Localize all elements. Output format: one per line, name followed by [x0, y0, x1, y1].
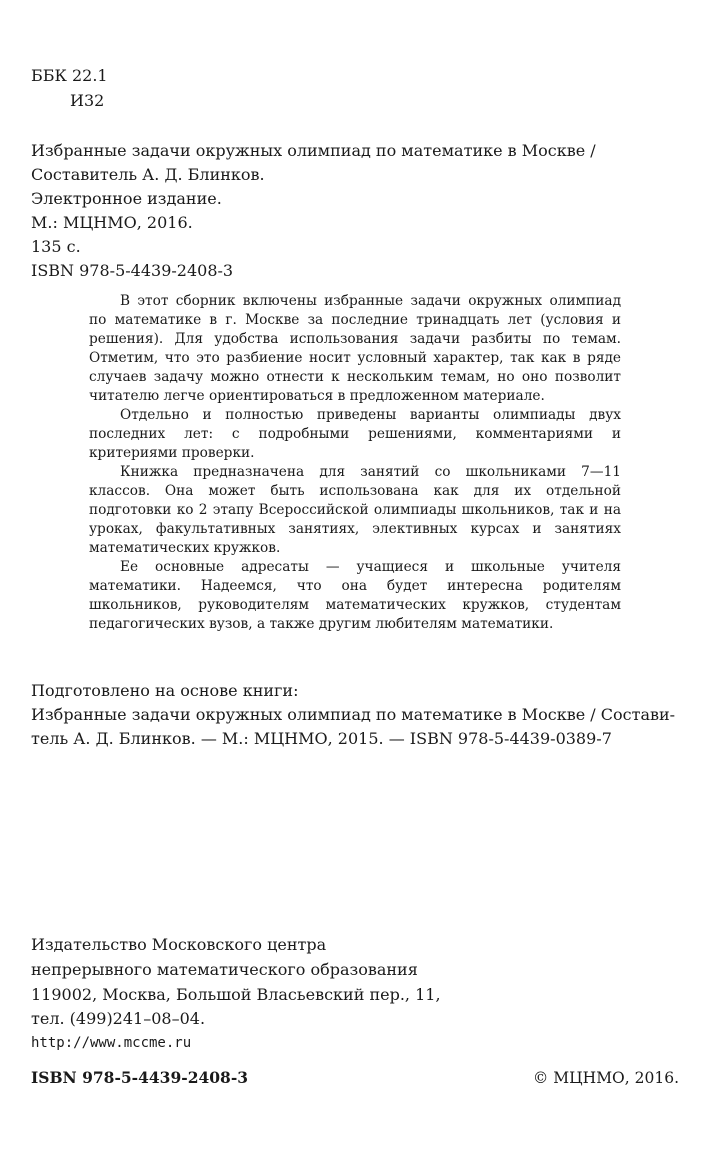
abstract-paragraph: В этот сборник включены избранные задачи окружных олимпиад по математике в г. Москве за последние тринадцать лет (условия и решения). Для удобства использования задачи разбиты по темам. Отметим, что это разбиение носит условный характер, так как в ряде случаев задачу можно отнести к нескольким темам, но оно позволит читателю легче ориентироваться в предложенном материале. — [89, 293, 621, 404]
edition-type: Электронное издание. — [31, 189, 222, 208]
book-compiler: Составитель А. Д. Блинков. — [31, 165, 265, 184]
isbn-top: ISBN 978-5-4439-2408-3 — [31, 261, 234, 280]
source-book-line1: Избранные задачи окружных олимпиад по математике в Москве / Состави- — [31, 705, 676, 724]
page-count: 135 с. — [31, 237, 81, 256]
abstract-paragraph: Ее основные адресаты — учащиеся и школьные учителя математики. Надеемся, что она будет интересна родителям школьников, руководителям математических кружков, студентам педагогических вузов, а также другим любителям математики. — [89, 559, 621, 632]
publisher-name-line2: непрерывного математического образования — [31, 960, 418, 979]
abstract — [89, 292, 621, 634]
copyright-notice: © МЦНМО, 2016. — [532, 1069, 679, 1087]
abstract-paragraph: Отдельно и полностью приведены варианты олимпиады двух последних лет: с подробными решениями, комментариями и критериями проверки. — [89, 407, 621, 461]
isbn-bottom: ISBN 978-5-4439-2408-3 — [31, 1068, 249, 1087]
publisher-year: М.: МЦНМО, 2016. — [31, 213, 193, 232]
source-book-line2: тель А. Д. Блинков. — М.: МЦНМО, 2015. — ISBN 978-5-4439-0389-7 — [31, 729, 612, 748]
author-sign-code: И32 — [70, 91, 105, 110]
prepared-label: Подготовлено на основе книги: — [31, 681, 299, 700]
publisher-phone: тел. (499)241–08–04. — [31, 1009, 206, 1028]
publisher-name-line1: Издательство Московского центра — [31, 935, 327, 954]
publisher-url-link[interactable]: http://www.mccme.ru — [31, 1035, 192, 1051]
publisher-address: 119002, Москва, Большой Власьевский пер., 11, — [31, 985, 441, 1004]
book-title: Избранные задачи окружных олимпиад по математике в Москве / — [31, 141, 596, 160]
abstract-paragraph: Книжка предназначена для занятий со школьниками 7—11 классов. Она может быть использована как для их отдельной подготовки ко 2 этапу Всероссийской олимпиады школьников, так и на уроках, факультативных занятиях, элективных курсах и занятиях математических кружков. — [89, 464, 621, 556]
bbk-code: ББК 22.1 — [31, 66, 108, 85]
